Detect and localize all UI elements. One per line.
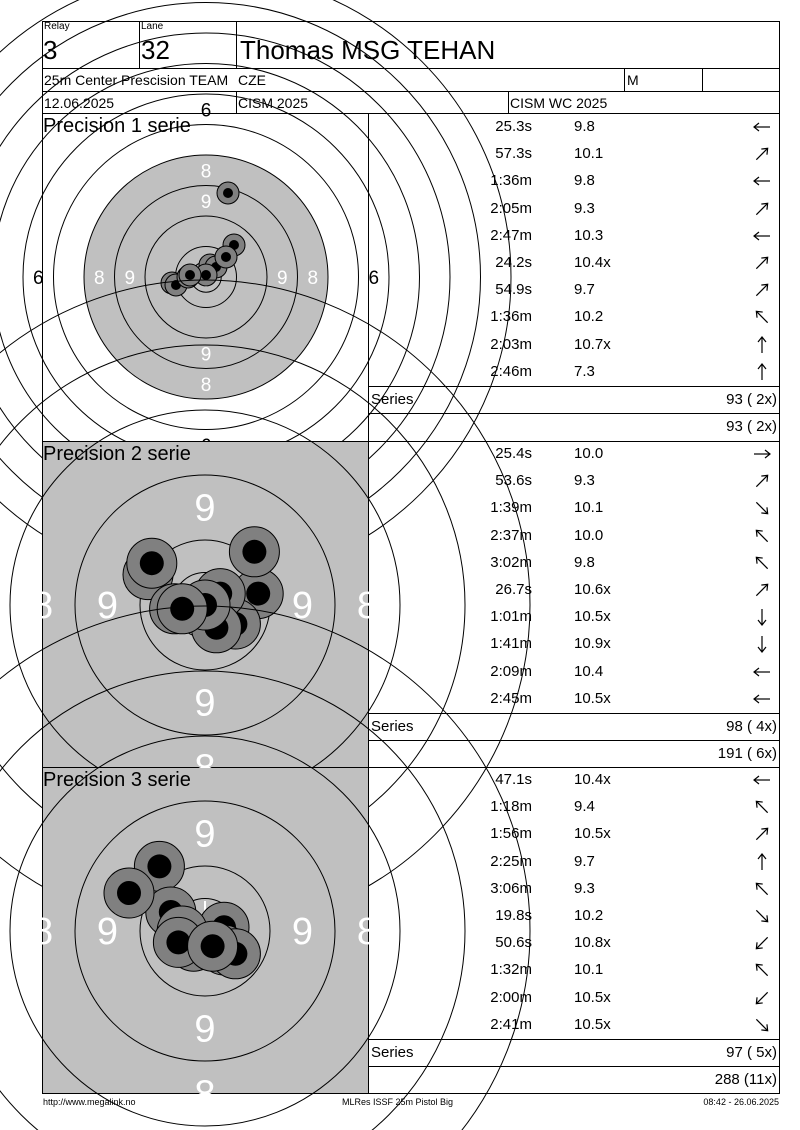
shot-time: 1:36m <box>490 172 532 190</box>
shot-hole <box>246 582 270 606</box>
ring-number: 7 <box>63 268 75 289</box>
shot-time: 2:05m <box>490 199 532 217</box>
direction-arrow-icon <box>751 171 773 191</box>
shot-time: 2:46m <box>490 362 532 380</box>
ring-number: 8 <box>200 161 212 183</box>
shot-hole <box>242 540 266 564</box>
direction-arrow-icon <box>751 988 773 1008</box>
nation: CZE <box>238 72 266 88</box>
shot-time: 47.1s <box>495 771 532 788</box>
relay-value: 3 <box>43 35 58 65</box>
ring-number: 9 <box>200 191 212 213</box>
shot-time: 1:36m <box>490 308 532 326</box>
shot-score: 10.4x <box>574 771 611 788</box>
shot-row <box>369 141 779 168</box>
shot-row <box>369 277 779 304</box>
running-total-1: 93 ( 2x) <box>726 418 777 435</box>
ring-number: 8 <box>31 911 54 953</box>
shot-score: 10.0 <box>574 445 604 462</box>
shot-time: 1:32m <box>490 961 532 979</box>
shot-row <box>369 359 779 386</box>
shot-time: 3:06m <box>490 879 532 897</box>
shot-hole <box>221 252 231 262</box>
shot-row <box>369 631 779 658</box>
ring-number: 9 <box>194 487 216 530</box>
competition-sub: CISM WC 2025 <box>510 95 608 111</box>
series-total-row-1 <box>369 386 779 413</box>
shot-hole <box>170 597 194 621</box>
shot-score: 10.5x <box>574 608 611 626</box>
shot-score: 10.3 <box>574 226 604 244</box>
match-date: 12.06.2025 <box>44 95 115 111</box>
direction-arrow-icon <box>751 199 773 219</box>
target-series-2 <box>31 442 379 767</box>
shot-score: 10.1 <box>574 499 604 517</box>
shot-row <box>369 441 779 468</box>
shot-time: 1:01m <box>490 608 532 626</box>
shot-score: 10.5x <box>574 988 611 1006</box>
shot-time: 53.6s <box>495 472 532 490</box>
direction-arrow-icon <box>751 144 773 164</box>
shot-score: 9.4 <box>574 798 595 816</box>
direction-arrow-icon <box>751 471 773 491</box>
ring-number: 8 <box>93 268 105 289</box>
shot-time: 1:56m <box>490 825 532 843</box>
shot-score: 10.2 <box>574 907 604 924</box>
shot-time: 2:37m <box>490 526 532 544</box>
direction-arrow-icon <box>751 960 773 980</box>
shooter-name: Thomas MSG TEHAN <box>240 35 496 65</box>
shot-time: 25.3s <box>495 118 532 135</box>
direction-arrow-icon <box>751 1015 773 1035</box>
direction-arrow-icon <box>751 689 773 709</box>
series-total-row-3 <box>369 1039 779 1066</box>
shot-time: 2:03m <box>490 335 532 353</box>
shot-score: 10.0 <box>574 526 604 544</box>
shot-row <box>369 223 779 250</box>
shot-time: 25.4s <box>495 445 532 462</box>
shot-time: 50.6s <box>495 934 532 952</box>
running-total-3: 288 (11x) <box>714 1071 777 1088</box>
shot-score: 9.3 <box>574 472 595 490</box>
shot-score: 9.8 <box>574 118 595 135</box>
shot-hole <box>223 188 233 198</box>
gender: M <box>627 72 639 88</box>
shot-score: 10.8x <box>574 934 611 952</box>
direction-arrow-icon <box>751 580 773 600</box>
shot-hole <box>201 934 225 958</box>
ring-number: 9 <box>276 268 288 289</box>
ring-number: 8 <box>194 1073 216 1116</box>
direction-arrow-icon <box>751 607 773 627</box>
shot-score: 9.7 <box>574 281 595 299</box>
shot-time: 2:47m <box>490 226 532 244</box>
relay-label: Relay <box>44 21 70 32</box>
shot-score: 10.5x <box>574 689 611 707</box>
ring-number: 6 <box>200 100 212 122</box>
shot-time: 2:45m <box>490 689 532 707</box>
footer-timestamp: 08:42 - 26.06.2025 <box>703 1097 779 1107</box>
ring-number: 6 <box>368 268 380 289</box>
ring-number: 9 <box>200 344 212 366</box>
shot-time: 57.3s <box>495 145 532 163</box>
shot-score: 10.7x <box>574 335 611 353</box>
shot-time: 1:39m <box>490 499 532 517</box>
direction-arrow-icon <box>751 253 773 273</box>
ring-number: 9 <box>96 911 119 953</box>
shot-row <box>369 495 779 522</box>
shot-row <box>369 659 779 686</box>
shot-score: 9.3 <box>574 199 595 217</box>
shot-row <box>369 196 779 223</box>
shot-time: 2:25m <box>490 852 532 870</box>
shot-row <box>369 767 779 794</box>
shot-row <box>369 876 779 903</box>
ring-number: 9 <box>194 682 216 725</box>
ring-number: 9 <box>194 1008 216 1051</box>
shot-score: 7.3 <box>574 362 595 380</box>
shot-score: 10.2 <box>574 308 604 326</box>
shot-row <box>369 114 779 141</box>
running-total-row-2 <box>369 740 779 767</box>
shot-row <box>369 468 779 495</box>
direction-arrow-icon <box>751 362 773 382</box>
shot-hole <box>166 930 190 954</box>
shot-row <box>369 985 779 1012</box>
shot-row <box>369 821 779 848</box>
shot-score: 9.7 <box>574 852 595 870</box>
footer-url[interactable]: http://www.megalink.no <box>43 1097 136 1107</box>
series-total-3: 97 ( 5x) <box>726 1044 777 1061</box>
series-label-3: Series <box>371 1044 414 1061</box>
shot-row <box>369 577 779 604</box>
direction-arrow-icon <box>751 335 773 355</box>
shot-score: 10.4 <box>574 662 604 680</box>
shot-time: 3:02m <box>490 553 532 571</box>
direction-arrow-icon <box>751 226 773 246</box>
shot-row <box>369 168 779 195</box>
shot-score: 10.1 <box>574 961 604 979</box>
shot-time: 2:09m <box>490 662 532 680</box>
event-name: 25m Center Prescision TEAM <box>44 72 229 88</box>
series-title-3: Precision 3 serie <box>43 769 191 791</box>
running-total-2: 191 ( 6x) <box>717 745 777 762</box>
direction-arrow-icon <box>751 526 773 546</box>
shot-row <box>369 903 779 930</box>
running-total-row-1 <box>369 413 779 440</box>
ring-number: 8 <box>356 585 379 627</box>
ring-number: 8 <box>31 585 54 627</box>
ring-number: 9 <box>124 268 136 289</box>
direction-arrow-icon <box>751 852 773 872</box>
direction-arrow-icon <box>751 933 773 953</box>
running-total-row-3 <box>369 1066 779 1093</box>
ring-number: 9 <box>96 585 119 627</box>
shot-row <box>369 550 779 577</box>
shot-score: 9.8 <box>574 553 595 571</box>
ring-number: 8 <box>307 268 319 289</box>
shot-score: 9.3 <box>574 879 595 897</box>
footer-software: MLRes ISSF 25m Pistol Big <box>342 1097 454 1107</box>
shot-row <box>369 686 779 713</box>
series-total-2: 98 ( 4x) <box>726 718 777 735</box>
shot-time: 2:00m <box>490 988 532 1006</box>
shot-time: 2:41m <box>490 1015 532 1033</box>
ring-number: 7 <box>337 268 349 289</box>
lane-value: 32 <box>141 35 170 65</box>
ring-number: 9 <box>291 911 314 953</box>
shot-row <box>369 957 779 984</box>
target-face-2 <box>31 442 379 767</box>
shot-hole <box>140 551 164 575</box>
shot-score: 9.8 <box>574 172 595 190</box>
shot-score: 10.5x <box>574 825 611 843</box>
lane-label: Lane <box>141 21 164 32</box>
series-title-2: Precision 2 serie <box>43 443 191 465</box>
direction-arrow-icon <box>751 879 773 899</box>
shot-time: 1:18m <box>490 798 532 816</box>
shot-time: 54.9s <box>495 281 532 299</box>
ring-number: 6 <box>32 268 44 289</box>
shot-score: 10.6x <box>574 581 611 598</box>
ring-number: 9 <box>194 813 216 856</box>
shot-row <box>369 849 779 876</box>
shot-score: 10.9x <box>574 635 611 653</box>
ring-number: 7 <box>200 130 212 152</box>
shot-score: 10.4x <box>574 254 611 271</box>
shot-hole <box>185 270 195 280</box>
shot-row <box>369 1012 779 1039</box>
shot-row <box>369 930 779 957</box>
direction-arrow-icon <box>751 797 773 817</box>
direction-arrow-icon <box>751 444 773 464</box>
direction-arrow-icon <box>751 307 773 327</box>
shot-time: 1:41m <box>490 635 532 653</box>
shot-time: 19.8s <box>495 907 532 924</box>
shot-row <box>369 250 779 277</box>
ring-number: 7 <box>200 405 212 427</box>
shot-hole <box>147 854 171 878</box>
direction-arrow-icon <box>751 498 773 518</box>
ring-number: 8 <box>356 911 379 953</box>
shot-time: 24.2s <box>495 254 532 271</box>
direction-arrow-icon <box>751 906 773 926</box>
ring-number: 8 <box>200 374 212 396</box>
series-label-2: Series <box>371 718 414 735</box>
series-label-1: Series <box>371 391 414 408</box>
direction-arrow-icon <box>751 824 773 844</box>
competition-name: CISM 2025 <box>238 95 309 111</box>
ring-number: 9 <box>291 585 314 627</box>
series-title-1: Precision 1 serie <box>43 115 191 137</box>
shot-score: 10.1 <box>574 145 604 163</box>
direction-arrow-icon <box>751 770 773 790</box>
shot-hole <box>117 881 141 905</box>
shot-row <box>369 604 779 631</box>
shot-row <box>369 523 779 550</box>
direction-arrow-icon <box>751 634 773 654</box>
shot-score: 10.5x <box>574 1015 611 1033</box>
direction-arrow-icon <box>751 662 773 682</box>
shot-time: 26.7s <box>495 581 532 598</box>
shot-row <box>369 794 779 821</box>
shot-hole <box>201 270 211 280</box>
series-total-row-2 <box>369 713 779 740</box>
series-total-1: 93 ( 2x) <box>726 391 777 408</box>
direction-arrow-icon <box>751 553 773 573</box>
shot-row <box>369 332 779 359</box>
direction-arrow-icon <box>751 117 773 137</box>
shot-row <box>369 304 779 331</box>
direction-arrow-icon <box>751 280 773 300</box>
